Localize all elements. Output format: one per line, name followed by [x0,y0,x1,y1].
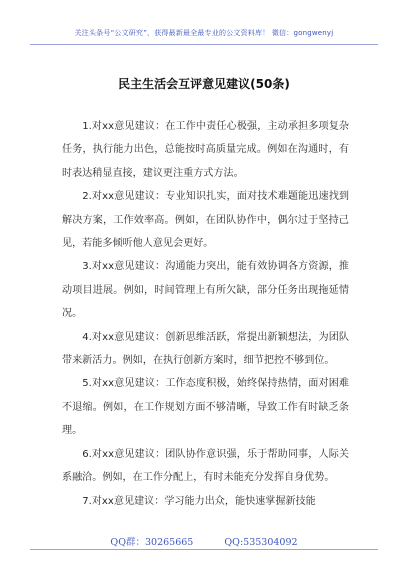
paragraph-3: 3.对xx意见建议：沟通能力突出，能有效协调各方资源，推动项目进展。例如，时间管理上有所欠缺，部分任务出现拖延情况。 [62,261,349,320]
document-body [62,115,349,513]
header-note: 关注头条号“公文研究”，获得最新最全最专业的公文资料库！ 微信：gongwenyj [74,29,334,37]
footer-contacts [0,534,408,548]
footer-divider [30,549,378,550]
footer-qq-group: QQ群：30265665 [110,537,194,548]
footer-qq-number: QQ:535304092 [224,537,298,548]
paragraph-1: 1.对xx意见建议：在工作中责任心极强，主动承担多项复杂任务，执行能力出色，总能按时高质量完成。例如在沟通时，有时表达稍显直接，建议更注重方式方法。 [62,121,349,179]
paragraph-4: 4.对xx意见建议：创新思维活跃，常提出新颖想法，为团队带来新活力。例如，在执行创新方案时，细节把控不够到位。 [62,331,349,367]
paragraph-6: 6.对xx意见建议：团队协作意识强，乐于帮助同事，人际关系融洽。例如，在工作分配上，有时未能充分发挥自身优势。 [62,448,349,484]
paragraph-5: 5.对xx意见建议：工作态度积极，始终保持热情，面对困难不退缩。例如，在工作规划方面不够清晰，导致工作有时缺乏条理。 [62,378,349,437]
document-title: 民主生活会互评意见建议(50条) [118,77,290,91]
header-divider [30,44,378,45]
paragraph-7: 7.对xx意见建议：学习能力出众，能快速掌握新技能 [82,495,316,507]
paragraph-2: 2.对xx意见建议：专业知识扎实，面对技术难题能迅速找到解决方案，工作效率高。例如，在团队协作中，偶尔过于坚持己见，若能多倾听他人意见会更好。 [62,191,349,250]
